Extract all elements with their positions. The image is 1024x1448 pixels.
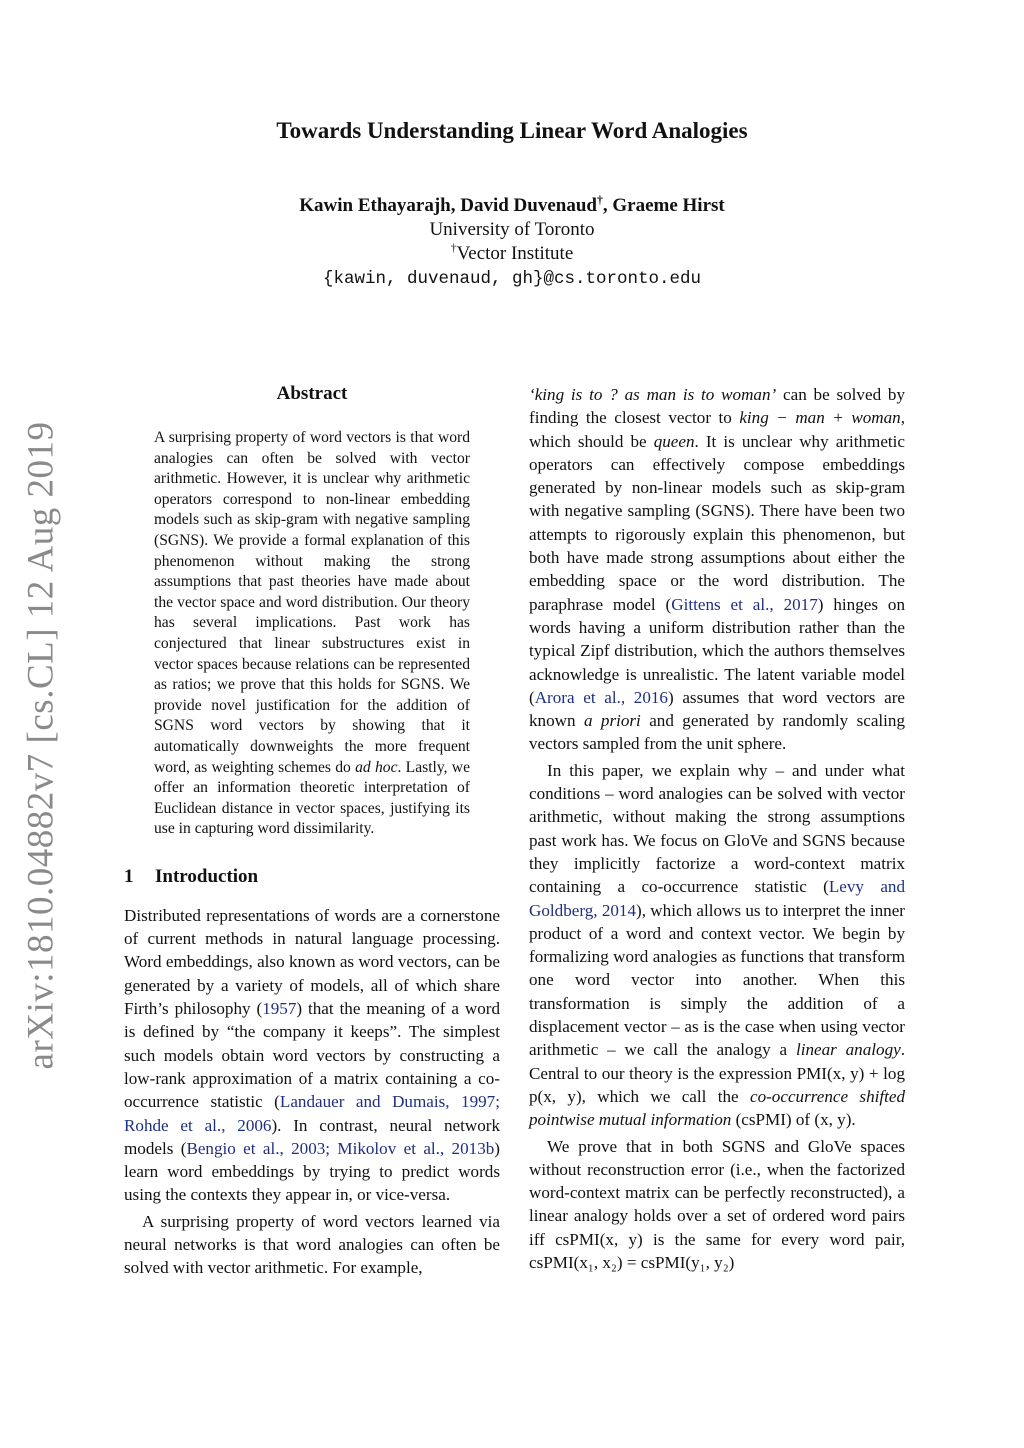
right-p1-text-c: . It is unclear why arithmetic operators can effectively compose embeddings generated by non-linear models such as skip-gram with negative sampling (SGNS). There have been two attempts to rigorously explain this phenomenon, but both have made strong assumptions about either the embedding space or the word distribution. The paraphrase model ( <box>529 431 905 614</box>
intro-paragraph-1 <box>124 904 500 1207</box>
intro-p1-text-a: Distributed representations of words are a cornerstone of current methods in natural language processing. Word embeddings, also known as word vectors, can be generated by a variety of models, all of which share Firth’s philosophy ( <box>124 905 500 1019</box>
analogy-expression: king − man + woman <box>739 408 901 428</box>
left-column <box>124 383 500 1280</box>
intro-paragraph-2: A surprising property of word vectors learned via neural networks is that word analogies can often be solved with vector arithmetic. For example, <box>124 1211 500 1278</box>
right-column <box>529 383 905 1274</box>
affiliation-university: University of Toronto <box>429 219 595 240</box>
right-p2-text-c: . Central to our theory is the expression PMI(x, y) + log p(x, y), which we call the <box>529 1040 905 1106</box>
abstract-italic: ad hoc <box>355 758 398 776</box>
abstract-text: A surprising property of word vectors is that word analogies can often be solved with vector arithmetic. However, it is unclear why arithmetic operators correspond to non-linear embedding models such as skip-gram with negative sampling (SGNS). We provide a formal explanation of this phenomenon without making the strong assumptions that past theories have made about the vector space and word distribution. Our theory has several implications. Past work has conjectured that linear substructures exist in vector spaces because relations can be represented as ratios; we prove that this holds for SGNS. We provide novel justification for the addition of SGNS word vectors by showing that it automatically downweights the more frequent word, as weighting schemes do <box>154 429 470 776</box>
analogy-quote: ‘king is to ? as man is to woman’ <box>529 385 777 404</box>
paper-title: Towards Understanding Linear Word Analogies <box>276 118 748 143</box>
right-p2-text-d: (csPMI) of (x, y). <box>731 1110 856 1130</box>
intro-p1-text-b: ) that the meaning of a word is defined by “the company it keeps”. The simplest such models obtain word vectors by constructing a low-rank approximation of a matrix containing a co-occurrence statistic ( <box>124 999 500 1112</box>
arxiv-stamp-text: arXiv:1810.04882v7 [cs.CL] 12 Aug 2019 <box>20 421 62 1069</box>
right-p2-text-a: In this paper, we explain why – and under what conditions – word analogies can be solved with vector arithmetic, without making the strong assumptions past work has. We focus on GloVe and SGNS because they implicitly factorize a word-context matrix containing a co-occurrence statistic ( <box>529 760 905 897</box>
right-p1-text-b: , which should be <box>529 408 905 451</box>
citation-gittens[interactable]: Gittens et al., 2017 <box>671 594 818 614</box>
section-number: 1 <box>124 865 134 887</box>
intro-p1-text-c: ). In contrast, neural network models ( <box>124 1115 501 1158</box>
section-heading-introduction <box>124 866 500 888</box>
right-p2-text-b: ), which allows us to interpret the inner product of a word and context vector. We begin by formalizing word analogies as functions that transform one word vector into another. When this transformation is simply the addition of a displacement vector – as is the case when using vector arithmetic – we call the analogy a <box>529 900 905 1060</box>
right-p1-text-d: ) hinges on words having a uniform distribution rather than the typical Zipf distribution, which the authors themselves acknowledge is unrealistic. The latent variable model ( <box>529 594 906 707</box>
section-title: Introduction <box>155 865 259 887</box>
linear-analogy-term: linear analogy <box>795 1040 901 1060</box>
right-paragraph-1 <box>529 383 905 756</box>
a-priori-text: a priori <box>583 711 641 731</box>
dagger-mark: † <box>596 193 603 207</box>
authors-tail: , Graeme Hirst <box>602 195 725 216</box>
citation-bengio-mikolov[interactable]: Bengio et al., 2003; Mikolov et al., 2013b <box>186 1138 495 1158</box>
intro-p1-text-d: ) learn word embeddings by trying to predict words using the contexts they appear in, or vice-versa. <box>124 1138 500 1205</box>
queen-vector: queen <box>653 431 695 451</box>
abstract-text-end: . Lastly, we offer an information theoretic interpretation of Euclidean distance in vector spaces, justifying its use in capturing word dissimilarity. <box>154 758 470 838</box>
author-emails: {kawin, duvenaud, gh}@cs.toronto.edu <box>322 269 702 289</box>
citation-levy-goldberg[interactable]: Levy and Goldberg, 2014 <box>529 877 905 920</box>
citation-arora[interactable]: Arora et al., 2016 <box>534 687 668 707</box>
right-paragraph-3: We prove that in both SGNS and GloVe spaces without reconstruction error (i.e., when the factorized word-context matrix can be perfectly reconstructed), a linear analogy holds over a set of ordered word pairs iff csPMI(x, y) is the same for every word pair, csPMI(x₁, x₂) = csPMI(y₁, y₂) <box>529 1136 905 1272</box>
right-p1-text-f: and generated by randomly scaling vectors sampled from the unit sphere. <box>529 711 905 754</box>
affiliation-institute <box>0 243 1024 265</box>
cspmi-term: co-occurrence shifted pointwise mutual information <box>529 1086 905 1130</box>
right-p1-text-a: can be solved by finding the closest vector to <box>529 385 906 428</box>
citation-landauer-rohde[interactable]: Landauer and Dumais, 1997; Rohde et al., 2006 <box>124 1092 500 1135</box>
right-paragraph-2 <box>529 759 905 1132</box>
abstract-body <box>154 428 470 840</box>
arxiv-stamp <box>16 421 66 1069</box>
author-list <box>0 195 1024 217</box>
abstract-heading: Abstract <box>276 383 348 404</box>
dagger-mark-2: † <box>450 241 457 255</box>
citation-firth[interactable]: 1957 <box>262 999 297 1019</box>
authors-text: Kawin Ethayarajh, David Duvenaud <box>299 195 597 216</box>
right-p1-text-e: ) assumes that word vectors are known <box>529 687 905 731</box>
affiliation-institute-label: Vector Institute <box>456 243 574 264</box>
